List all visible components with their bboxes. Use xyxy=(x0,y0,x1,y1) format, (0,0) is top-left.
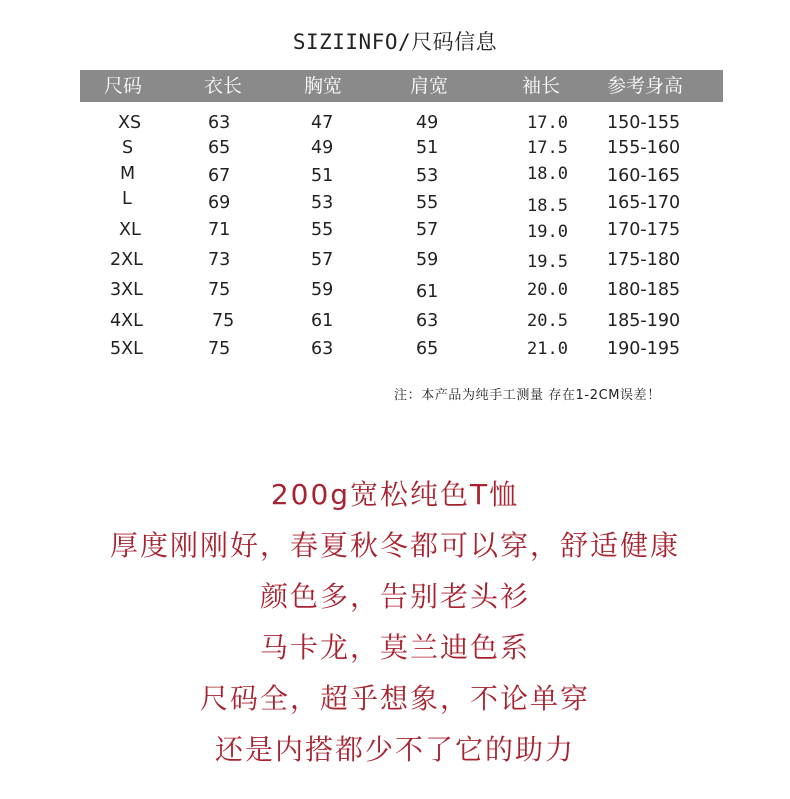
cell-length: 73 xyxy=(208,250,231,270)
cell-height: 180-185 xyxy=(607,280,681,300)
cell-sleeve: 21.0 xyxy=(527,339,568,359)
cell-length: 69 xyxy=(208,193,231,213)
cell-height: 150-155 xyxy=(607,113,681,133)
cell-height: 185-190 xyxy=(607,311,681,331)
cell-shoulder: 51 xyxy=(416,138,439,158)
promo-line: 200g宽松纯色T恤 xyxy=(270,478,520,511)
cell-size: XS xyxy=(118,113,142,133)
cell-chest: 61 xyxy=(311,311,334,331)
cell-length: 67 xyxy=(208,166,231,186)
cell-size: M xyxy=(120,164,136,184)
cell-size: S xyxy=(122,138,134,158)
cell-length: 75 xyxy=(208,280,231,300)
cell-height: 175-180 xyxy=(607,250,681,270)
cell-height: 190-195 xyxy=(607,339,681,359)
cell-shoulder: 57 xyxy=(416,220,439,240)
header-length: 衣长 xyxy=(204,75,243,97)
header-chest: 胸宽 xyxy=(304,75,343,97)
measurement-note: 注：本产品为纯手工测量 存在1-2CM误差！ xyxy=(394,388,661,403)
cell-sleeve: 20.0 xyxy=(527,280,568,300)
cell-sleeve: 19.0 xyxy=(527,222,568,242)
cell-sleeve: 20.5 xyxy=(527,311,568,331)
cell-height: 165-170 xyxy=(607,193,681,213)
cell-size: 4XL xyxy=(110,311,143,331)
cell-chest: 47 xyxy=(311,113,334,133)
cell-size: 3XL xyxy=(110,280,143,300)
cell-shoulder: 65 xyxy=(416,339,439,359)
cell-chest: 59 xyxy=(311,280,334,300)
cell-height: 155-160 xyxy=(607,138,681,158)
header-size: 尺码 xyxy=(104,75,143,97)
promo-line: 马卡龙，莫兰迪色系 xyxy=(259,631,530,664)
cell-chest: 57 xyxy=(311,250,334,270)
cell-height: 170-175 xyxy=(607,220,681,240)
cell-length: 65 xyxy=(208,138,231,158)
cell-chest: 51 xyxy=(311,166,334,186)
header-height: 参考身高 xyxy=(607,75,684,97)
cell-sleeve: 17.5 xyxy=(527,138,568,158)
cell-chest: 63 xyxy=(311,339,334,359)
cell-shoulder: 49 xyxy=(416,113,439,133)
cell-chest: 53 xyxy=(311,193,334,213)
cell-shoulder: 59 xyxy=(416,250,439,270)
page-title: SIZIINFO/尺码信息 xyxy=(292,30,498,54)
cell-sleeve: 19.5 xyxy=(527,252,568,272)
cell-sleeve: 17.0 xyxy=(527,113,568,133)
cell-chest: 55 xyxy=(311,220,334,240)
cell-length: 63 xyxy=(208,113,231,133)
promo-line: 尺码全，超乎想象，不论单穿 xyxy=(199,682,590,715)
promo-line: 还是内搭都少不了它的助力 xyxy=(214,733,575,766)
cell-shoulder: 63 xyxy=(416,311,439,331)
cell-size: 2XL xyxy=(110,250,143,270)
cell-sleeve: 18.5 xyxy=(527,196,568,216)
cell-length: 71 xyxy=(208,220,231,240)
cell-size: XL xyxy=(119,220,141,240)
cell-chest: 49 xyxy=(311,138,334,158)
promo-line: 厚度刚刚好，春夏秋冬都可以穿，舒适健康 xyxy=(109,529,680,562)
cell-length: 75 xyxy=(208,339,231,359)
promo-line: 颜色多，告别老头衫 xyxy=(259,580,530,613)
cell-length: 75 xyxy=(212,311,235,331)
header-shoulder: 肩宽 xyxy=(410,75,449,97)
cell-shoulder: 61 xyxy=(416,282,439,302)
cell-shoulder: 53 xyxy=(416,166,439,186)
cell-sleeve: 18.0 xyxy=(527,164,568,184)
cell-height: 160-165 xyxy=(607,166,681,186)
cell-size: 5XL xyxy=(110,339,143,359)
cell-size: L xyxy=(122,189,132,209)
cell-shoulder: 55 xyxy=(416,193,439,213)
header-sleeve: 袖长 xyxy=(522,75,561,97)
